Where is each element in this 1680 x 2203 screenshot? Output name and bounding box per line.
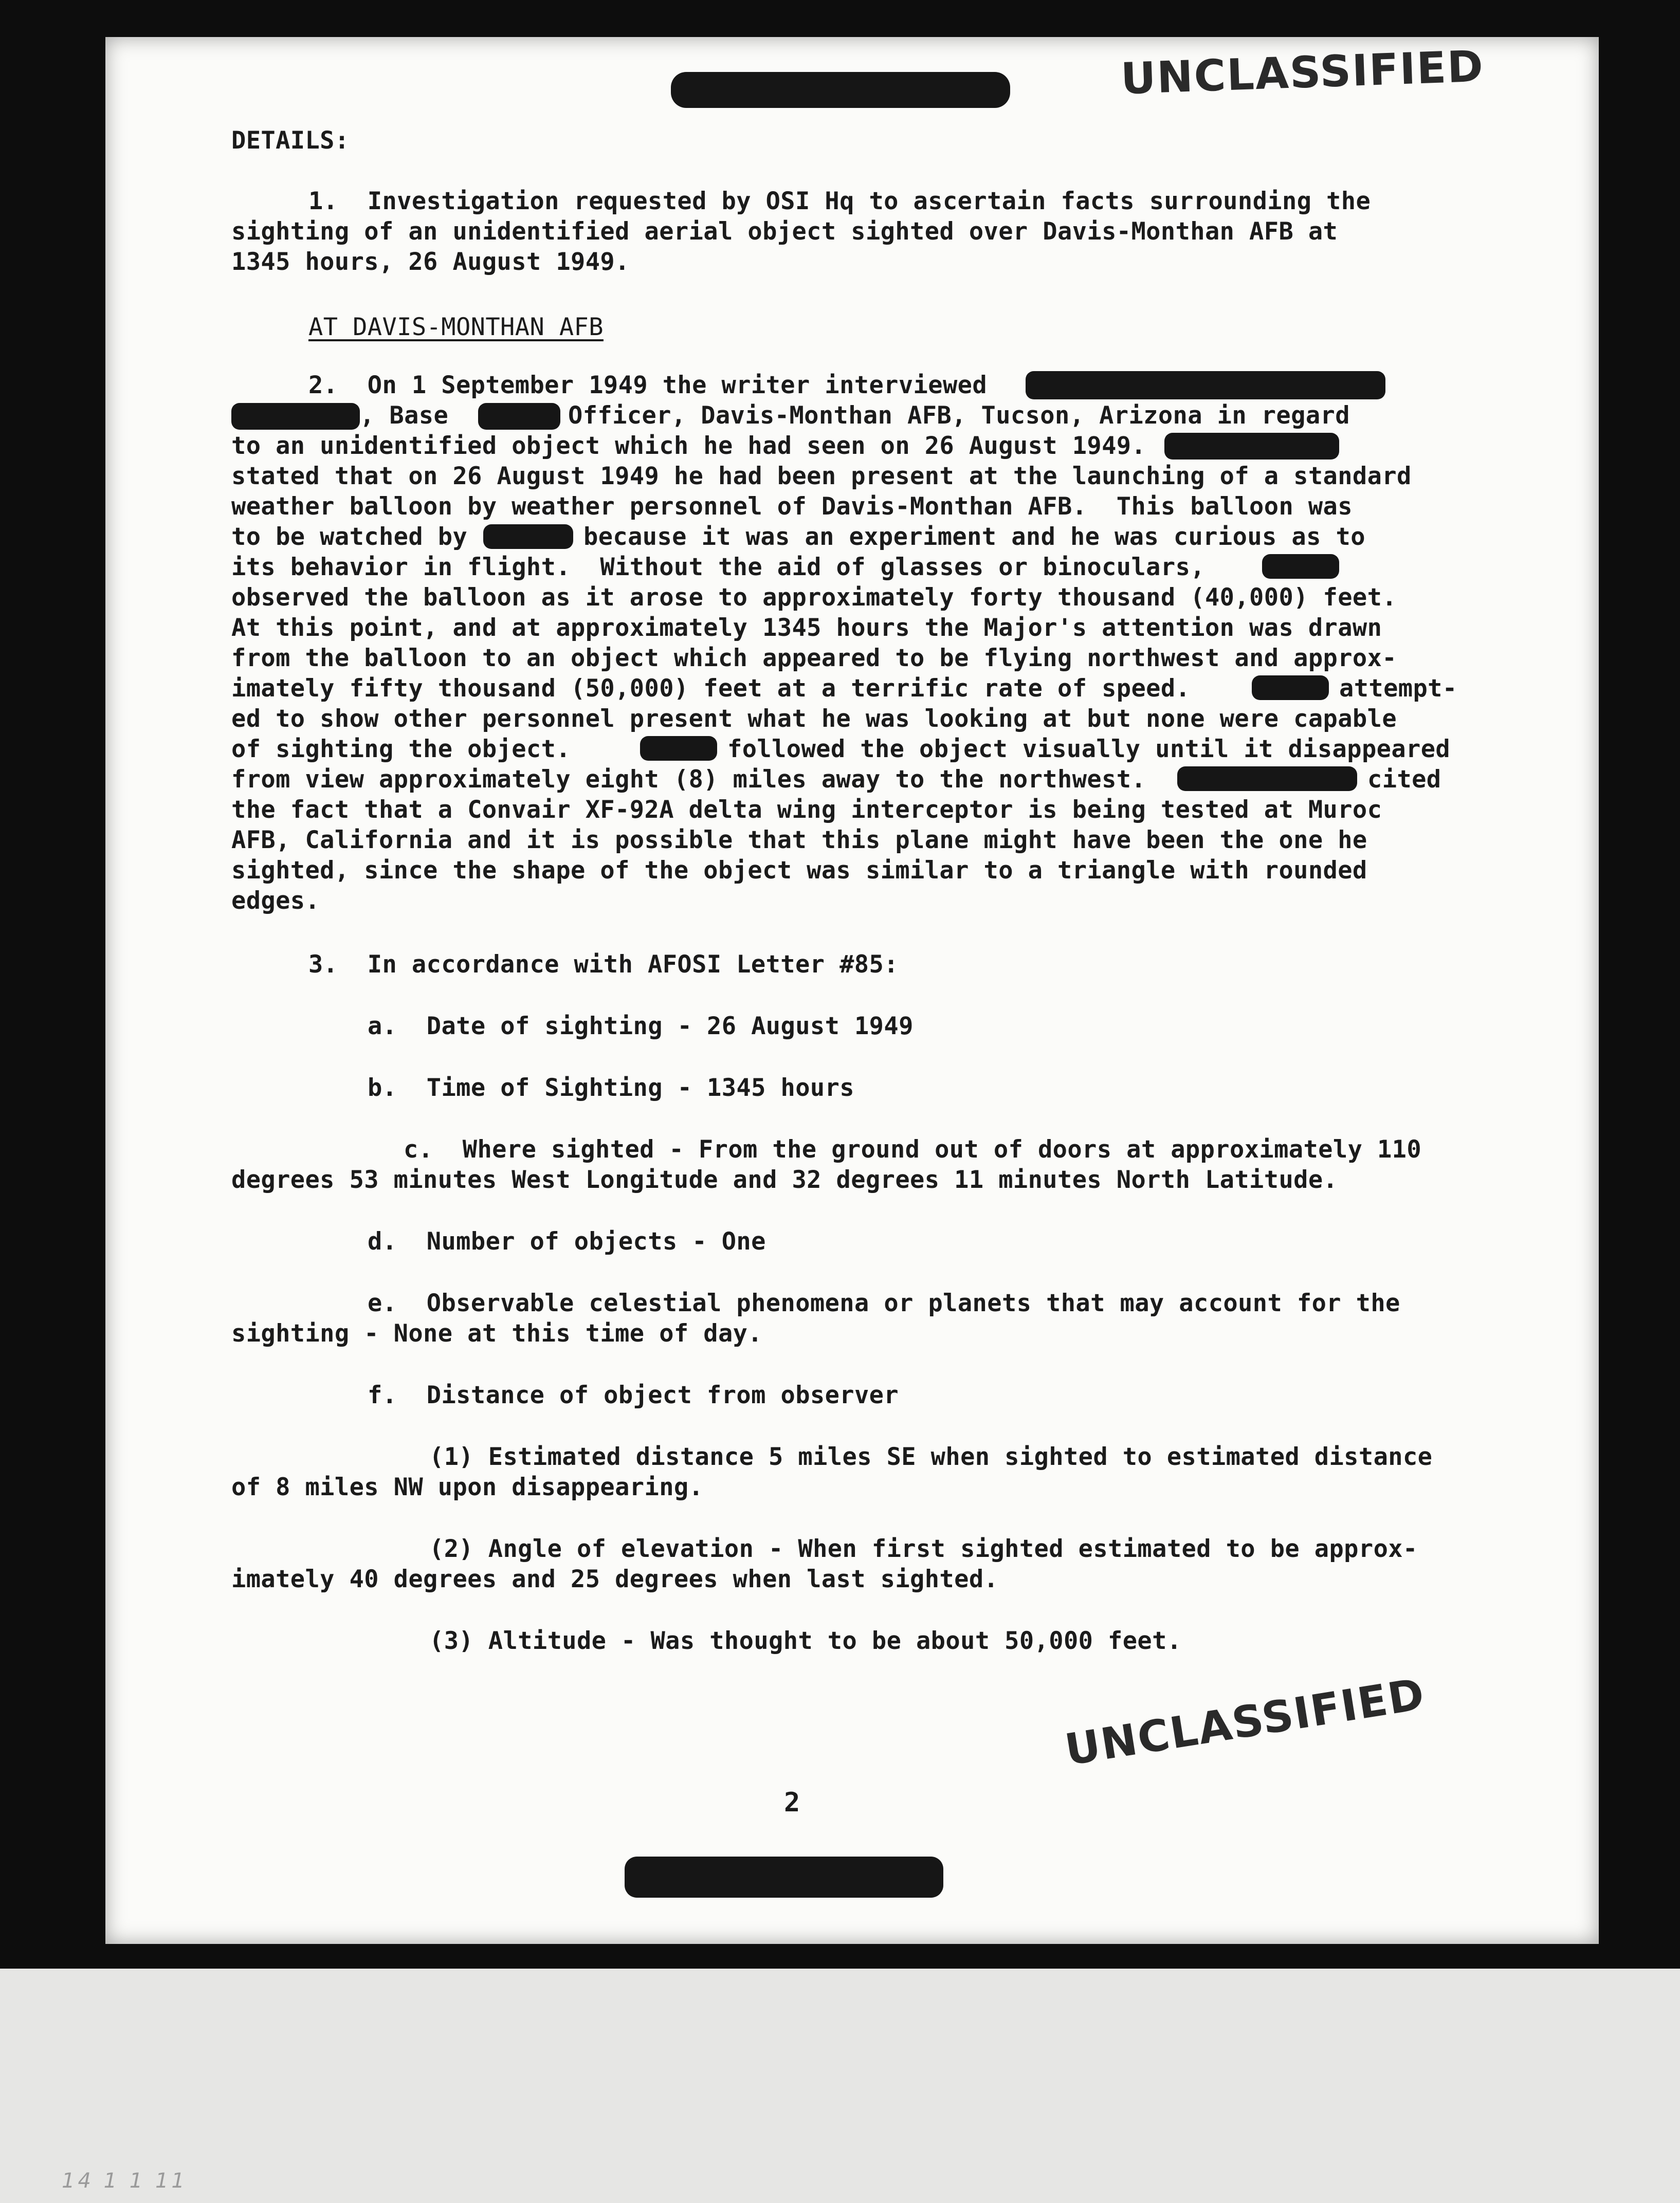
p2-line-5: weather balloon by weather personnel of Davis-Monthan AFB. This balloon was bbox=[231, 492, 1353, 521]
document-page bbox=[105, 37, 1599, 1944]
item-a: a. Date of sighting - 26 August 1949 bbox=[368, 1012, 914, 1040]
p2-line-9: At this point, and at approximately 1345 hours the Major's attention was drawn bbox=[231, 614, 1382, 642]
redaction-bar-bottom bbox=[625, 1857, 943, 1898]
p2-line-11a: imately fifty thousand (50,000) feet at a terrific rate of speed. bbox=[231, 674, 1191, 703]
p2-line-7: its behavior in flight. Without the aid of glasses or binoculars, bbox=[231, 553, 1205, 581]
redaction-name-7 bbox=[640, 736, 717, 761]
p2-line-17: sighted, since the shape of the object was similar to a triangle with rounded bbox=[231, 856, 1367, 885]
p2-line-14a: from view approximately eight (8) miles away to the northwest. bbox=[231, 765, 1146, 794]
item-f2-line-1: (2) Angle of elevation - When first sighted estimated to be approx- bbox=[429, 1535, 1418, 1563]
p2-line-10: from the balloon to an object which appeared to be flying northwest and approx- bbox=[231, 644, 1397, 672]
film-margin bbox=[0, 1969, 1680, 2203]
p1-line-3: 1345 hours, 26 August 1949. bbox=[231, 248, 630, 276]
item-f: f. Distance of object from observer bbox=[368, 1381, 899, 1409]
redaction-name-6 bbox=[1252, 675, 1329, 700]
unclassified-stamp-bottom: UNCLASSIFIED bbox=[1062, 1668, 1429, 1775]
item-f1-line-1: (1) Estimated distance 5 miles SE when sighted to estimated distance bbox=[429, 1443, 1433, 1471]
redaction-name-8 bbox=[1177, 766, 1357, 791]
item-e-line-2: sighting - None at this time of day. bbox=[231, 1319, 763, 1348]
item-d: d. Number of objects - One bbox=[368, 1227, 766, 1256]
item-f1-line-2: of 8 miles NW upon disappearing. bbox=[231, 1473, 704, 1501]
item-b: b. Time of Sighting - 1345 hours bbox=[368, 1074, 854, 1102]
item-f2-line-2: imately 40 degrees and 25 degrees when last sighted. bbox=[231, 1565, 999, 1593]
p2-line-2b: Officer, Davis-Monthan AFB, Tucson, Arizona in regard bbox=[568, 401, 1350, 430]
item-f3: (3) Altitude - Was thought to be about 50,000 feet. bbox=[429, 1627, 1182, 1655]
details-heading: DETAILS: bbox=[231, 126, 350, 155]
redaction-name-3 bbox=[1164, 433, 1339, 460]
p2-line-2a: , Base bbox=[360, 401, 449, 430]
section-heading: AT DAVIS-MONTHAN AFB bbox=[308, 313, 604, 341]
p1-line-1: 1. Investigation requested by OSI Hq to ascertain facts surrounding the bbox=[308, 187, 1371, 215]
film-edge-marks: 14 1 1 11 bbox=[62, 2169, 188, 2193]
p1-line-2: sighting of an unidentified aerial object sighted over Davis-Monthan AFB at bbox=[231, 217, 1338, 246]
item-c-line-2: degrees 53 minutes West Longitude and 32 degrees 11 minutes North Latitude. bbox=[231, 1166, 1338, 1194]
p2-line-1: 2. On 1 September 1949 the writer interviewed bbox=[308, 371, 988, 399]
redaction-title bbox=[478, 403, 560, 430]
p2-line-15: the fact that a Convair XF-92A delta wing interceptor is being tested at Muroc bbox=[231, 796, 1382, 824]
redaction-bar-top bbox=[671, 72, 1010, 108]
p3-intro: 3. In accordance with AFOSI Letter #85: bbox=[308, 950, 899, 979]
p2-line-6a: to be watched by bbox=[231, 523, 468, 551]
p2-line-3: to an unidentified object which he had seen on 26 August 1949. bbox=[231, 432, 1146, 460]
p2-line-18: edges. bbox=[231, 887, 320, 915]
p2-line-6b: because it was an experiment and he was curious as to bbox=[583, 523, 1365, 551]
p2-line-4: stated that on 26 August 1949 he had been present at the launching of a standard bbox=[231, 462, 1412, 490]
p2-line-14b: cited bbox=[1367, 765, 1441, 794]
page-number: 2 bbox=[784, 1787, 800, 1818]
redaction-name-1 bbox=[1026, 371, 1385, 399]
redaction-name-4 bbox=[483, 524, 573, 549]
item-c-line-1: c. Where sighted - From the ground out of doors at approximately 110 bbox=[404, 1135, 1422, 1164]
p2-line-13a: of sighting the object. bbox=[231, 735, 571, 763]
p2-line-8: observed the balloon as it arose to approximately forty thousand (40,000) feet. bbox=[231, 583, 1397, 612]
p2-line-16: AFB, California and it is possible that this plane might have been the one he bbox=[231, 826, 1367, 854]
item-e-line-1: e. Observable celestial phenomena or planets that may account for the bbox=[368, 1289, 1400, 1317]
p2-line-13b: followed the object visually until it disappeared bbox=[727, 735, 1451, 763]
unclassified-stamp-top: UNCLASSIFIED bbox=[1120, 41, 1485, 104]
p2-line-12: ed to show other personnel present what he was looking at but none were capable bbox=[231, 705, 1397, 733]
redaction-name-5 bbox=[1262, 554, 1339, 579]
p2-line-11b: attempt- bbox=[1339, 674, 1457, 703]
redaction-name-2 bbox=[231, 403, 360, 430]
